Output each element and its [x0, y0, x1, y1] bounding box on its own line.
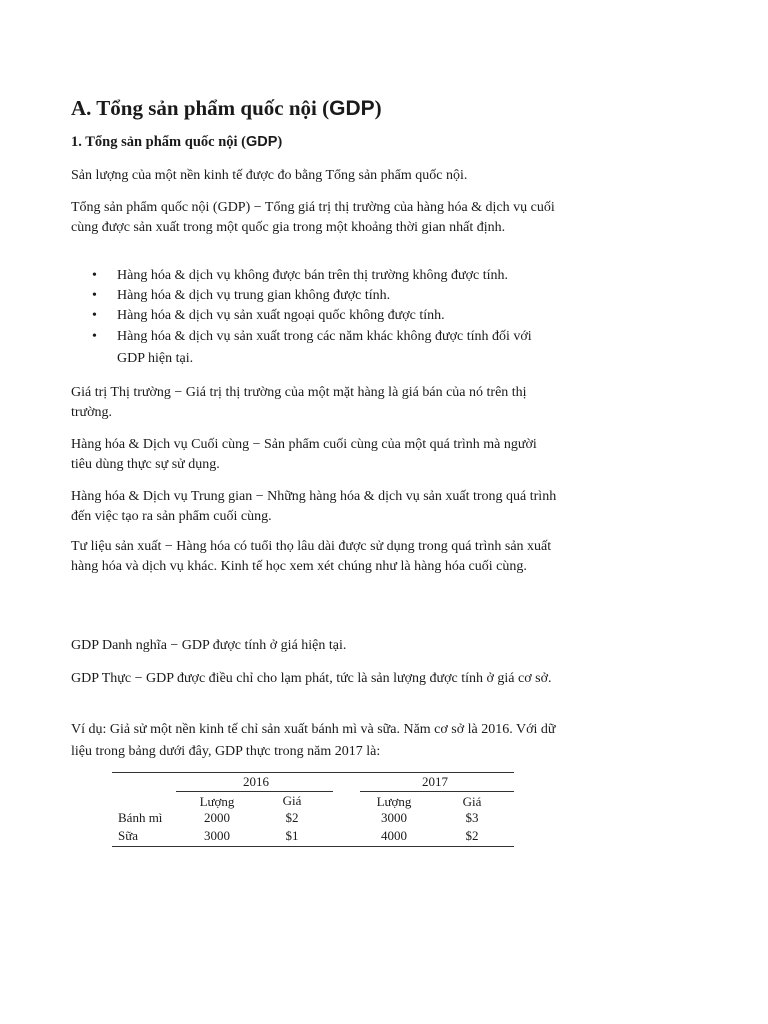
gdp-data-table — [112, 772, 514, 852]
paragraph-real-gdp: GDP Thực − GDP được điều chỉ cho lạm phát, tức là sản lượng được tính ở giá cơ sở. — [71, 671, 552, 686]
paragraph-capital-goods: Tư liệu sản xuất − Hàng hóa có tuổi thọ lâu dài được sử dụng trong quá trình sản xuất hàng hóa và dịch vụ khác. Kinh tế học xem xét chúng như là hàng hóa cuối cùng. — [71, 539, 552, 574]
list-item: • Hàng hóa & dịch vụ trung gian không được tính. — [71, 286, 559, 306]
paragraph-nominal-gdp: GDP Danh nghĩa − GDP được tính ở giá hiện tại. — [71, 638, 347, 653]
paragraph-intermediate-goods: Hàng hóa & Dịch vụ Trung gian − Những hàng hóa & dịch vụ sản xuất trong quá trình đến việc tạo ra sản phẩm cuối cùng. — [71, 489, 557, 524]
list-item: • Hàng hóa & dịch vụ không được bán trên thị trường không được tính. — [71, 266, 559, 286]
table-cell: $3 — [465, 810, 479, 825]
year-2017-rule — [360, 791, 514, 792]
table-cell: $1 — [285, 828, 299, 843]
year-header-2017: 2017 — [422, 774, 448, 789]
row-label-milk: Sữa — [118, 828, 139, 843]
main-heading: A. Tổng sản phẩm quốc nội (GDP) — [71, 96, 382, 120]
table-cell: 3000 — [204, 828, 230, 843]
paragraph-gdp-definition: Tổng sản phẩm quốc nội (GDP) − Tổng giá trị thị trường của hàng hóa & dịch vụ cuối cùng được sản xuất trong một quốc gia trong một khoảng thời gian nhất định. — [71, 200, 555, 235]
table-bottom-rule — [112, 846, 514, 847]
year-header-2016: 2016 — [243, 774, 269, 789]
bullet-list — [71, 266, 559, 370]
table-cell: $2 — [465, 828, 479, 843]
subheader-quantity-2017: Lượng — [376, 794, 412, 809]
section-heading: 1. Tổng sản phẩm quốc nội (GDP) — [71, 134, 283, 150]
paragraph-example: Ví dụ: Giả sử một nền kinh tế chỉ sản xuất bánh mì và sữa. Năm cơ sở là 2016. Với dữ liệu trong bảng dưới đây, GDP thực trong năm 2017 là: — [71, 722, 556, 759]
table-cell: $2 — [285, 810, 299, 825]
subheader-price-2016: Giá — [282, 793, 302, 808]
table-cell: 4000 — [381, 828, 407, 843]
row-label-bread: Bánh mì — [118, 810, 163, 825]
list-item: • Hàng hóa & dịch vụ sản xuất ngoại quốc không được tính. — [71, 306, 559, 326]
year-2016-rule — [176, 791, 333, 792]
table-cell: 3000 — [381, 810, 407, 825]
paragraph-market-value: Giá trị Thị trường − Giá trị thị trường của một mặt hàng là giá bán của nó trên thị trường. — [71, 385, 527, 420]
table-top-rule — [112, 772, 514, 773]
subheader-price-2017: Giá — [462, 794, 482, 809]
list-item: • Hàng hóa & dịch vụ sản xuất trong các năm khác không được tính đối với GDP hiện tại. — [71, 326, 559, 370]
paragraph-final-goods: Hàng hóa & Dịch vụ Cuối cùng − Sản phẩm cuối cùng của một quá trình mà người tiêu dùng thực sự sử dụng. — [71, 437, 537, 472]
paragraph-output: Sản lượng của một nền kinh tế được đo bằng Tổng sản phẩm quốc nội. — [71, 168, 468, 183]
subheader-quantity-2016: Lượng — [199, 794, 235, 809]
table-cell: 2000 — [204, 810, 230, 825]
